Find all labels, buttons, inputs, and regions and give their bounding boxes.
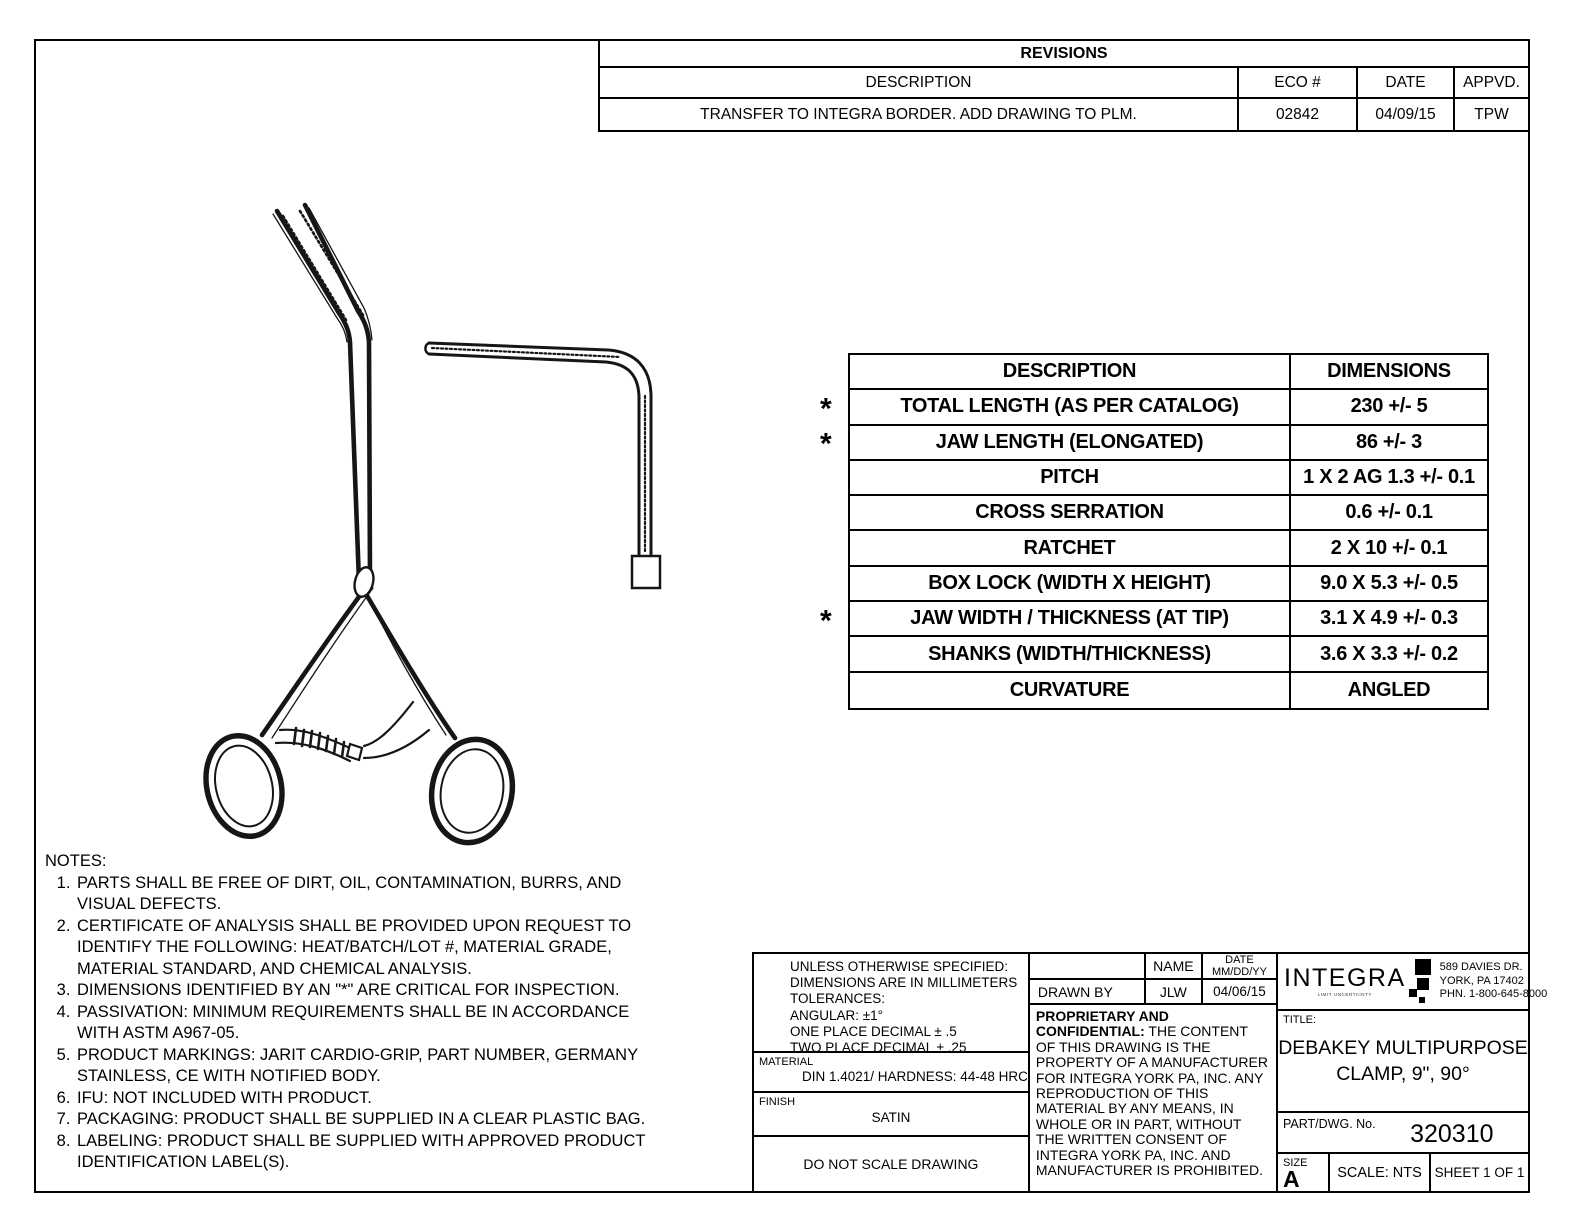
spec-dimension: 86 +/- 3 [1356,430,1422,453]
tolerance-line: DIMENSIONS ARE IN MILLIMETERS [790,975,1018,991]
material-value: DIN 1.4021/ HARDNESS: 44-48 HRC [802,1069,1028,1084]
table-row [850,567,1487,602]
proprietary-notice [1030,1005,1276,1191]
ratchet-catch [347,744,362,760]
list-item: 5. PRODUCT MARKINGS: JARIT CARDIO-GRIP, PART NUMBER, GERMANY STAINLESS, CE WITH NOTIFIED BODY. [75,1045,667,1088]
jaw-detail-end-cap [632,556,660,588]
integra-logo-text: INTEGRA [1284,964,1406,993]
sheet-cell: SHEET 1 OF 1 [1434,1165,1525,1180]
revisions-data-row [600,99,1528,130]
ratchet-fork-top [364,702,413,746]
notes-list [45,873,667,1174]
revisions-header-row [600,68,1528,99]
do-not-scale-note: DO NOT SCALE DRAWING [803,1156,979,1172]
clamp-member-right-ring-to-left-jaw [277,211,455,738]
table-row [820,390,1487,426]
spec-dimension: 3.1 X 4.9 +/- 0.3 [1320,607,1458,630]
tolerances-cell [754,954,1028,1056]
spec-dimension: 3.6 X 3.3 +/- 0.2 [1320,642,1458,665]
signoff-table [1030,954,1276,1005]
clamp-technical-drawing [180,190,680,850]
notes-section [45,851,667,1174]
spec-dimension: 2 X 10 +/- 0.1 [1330,536,1448,559]
spec-description: SHANKS (WIDTH/THICKNESS) [850,637,1291,670]
table-row [850,637,1487,672]
critical-dimension-asterisk: * [820,392,832,426]
size-label: SIZE [1283,1157,1308,1169]
spec-dimension: 0.6 +/- 0.1 [1345,501,1433,524]
table-row [850,673,1487,708]
tolerance-line: ONE PLACE DECIMAL ± .5 [790,1023,957,1039]
proprietary-body: THE CONTENT OF THIS DRAWING IS THE PROPERTY OF A MANUFACTURER FOR INTEGRA YORK PA, INC. ANY REPRODUCTION OF THIS MATERIAL BY ANY MEANS, IN WHOLE OR IN PART, WITHOUT THE WRITTEN CONSENT OF INTEGRA YORK PA, INC. AND MANUFACTURER IS PROHIBITED. [1035,1023,1268,1179]
ratchet-fork-bottom [364,730,429,758]
spec-description: CROSS SERRATION [850,496,1291,529]
material-cell [754,1053,1028,1093]
spec-description: TOTAL LENGTH (AS PER CATALOG) [850,390,1291,423]
jaw-detail-inner-edge [429,354,639,554]
list-item: 7. PACKAGING: PRODUCT SHALL BE SUPPLIED IN A CLEAR PLASTIC BAG. [75,1109,667,1131]
table-row [850,496,1487,531]
title-block [752,952,1548,1193]
signoff-date-header-line2: MM/DD/YY [1211,966,1267,978]
list-item: 6. IFU: NOT INCLUDED WITH PRODUCT. [75,1088,667,1110]
notes-heading: NOTES: [45,852,107,870]
signoff-header-row [1030,954,1276,980]
revisions-col-appvd: APPVD. [1463,73,1520,91]
integra-logo [1284,966,1406,997]
size-value: A [1283,1166,1300,1192]
signoff-drawn-by-row [1030,980,1276,1003]
revision-date: 04/09/15 [1358,99,1455,130]
left-jaw-outline-line [273,214,347,342]
drawn-by-label: DRAWN BY [1030,980,1146,1003]
left-finger-ring [196,728,292,845]
title-label: TITLE: [1283,1014,1317,1027]
spec-description: RATCHET [850,531,1291,564]
finish-label: FINISH [759,1096,796,1108]
spec-description: CURVATURE [850,673,1291,708]
signoff-name-header: NAME [1146,954,1203,978]
revisions-col-date: DATE [1358,68,1455,97]
tolerance-line: UNLESS OTHERWISE SPECIFIED: [790,959,1009,974]
tolerance-line: ANGULAR: ±1° [790,1007,884,1023]
revisions-col-eco: ECO # [1239,68,1358,97]
part-number-label: PART/DWG. No. [1283,1117,1376,1132]
drawing-title-line1: DEBAKEY MULTIPURPOSE [1278,1037,1528,1060]
company-cell [1278,954,1548,1011]
revision-eco-number: 02842 [1239,99,1358,130]
material-label: MATERIAL [759,1056,814,1068]
finish-value: SATIN [871,1110,911,1125]
tolerance-line: TWO PLACE DECIMAL ± .25 [790,1040,967,1056]
title-block-bottom-row [1278,1154,1528,1191]
revisions-col-description: DESCRIPTION [600,68,1239,97]
tolerance-line: TOLERANCES: [790,991,886,1007]
scale-cell: SCALE: NTS [1330,1154,1431,1191]
revision-approved-by: TPW [1474,105,1509,123]
box-lock [352,565,377,598]
finish-cell [754,1093,1028,1137]
spec-dimension: ANGLED [1347,678,1431,701]
spec-dimension: 230 +/- 5 [1350,395,1428,418]
signoff-blank-header [1030,954,1146,978]
spec-dimension: 9.0 X 5.3 +/- 0.5 [1320,571,1458,594]
proprietary-heading: PROPRIETARY AND CONFIDENTIAL: [1035,1008,1169,1040]
spec-description: JAW LENGTH (ELONGATED) [850,426,1291,459]
spec-description: BOX LOCK (WIDTH X HEIGHT) [850,567,1291,600]
left-shank-inner-line [272,588,373,738]
title-block-middle-column [1030,954,1278,1191]
critical-dimension-asterisk: * [820,604,832,638]
integra-logo-tagline: LIMIT UNCERTAINTY [1317,992,1373,998]
dimensions-table [820,353,1489,710]
drawn-by-date: 04/06/15 [1213,984,1266,999]
table-row [820,602,1487,638]
address-line: 589 DAVIES DR. [1439,961,1523,974]
ratchet-arm-top [280,730,352,749]
signoff-date-header-stack [1212,954,1267,978]
list-item: 4. PASSIVATION: MINIMUM REQUIREMENTS SHALL BE IN ACCORDANCE WITH ASTM A967-05. [75,1002,667,1045]
list-item: 2. CERTIFICATE OF ANALYSIS SHALL BE PROVIDED UPON REQUEST TO IDENTIFY THE FOLLOWING: HEAT/BATCH/LOT #, MATERIAL GRADE, MATERIAL STANDARD, AND CHEMICAL ANALYSIS. [75,916,667,981]
company-address [1440,961,1548,1002]
table-row [850,531,1487,566]
address-line: YORK, PA 17402 [1439,974,1524,987]
list-item: 8. LABELING: PRODUCT SHALL BE SUPPLIED WITH APPROVED PRODUCT IDENTIFICATION LABEL(S). [75,1131,667,1174]
dimensions-header-row [850,355,1487,390]
table-row [850,461,1487,496]
drawn-by-name: JLW [1146,980,1203,1003]
revisions-title: REVISIONS [600,41,1528,68]
signoff-date-header [1203,954,1276,978]
drawing-title-line2: CLAMP, 9", 90° [1336,1063,1470,1086]
integra-logomark-icon [1408,959,1434,1005]
drawing-title-cell [1278,1011,1528,1113]
dimensions-col-dimensions: DIMENSIONS [1327,360,1451,383]
spec-dimension: 1 X 2 AG 1.3 +/- 0.1 [1303,466,1475,489]
signoff-date-header-line1: DATE [1225,954,1254,966]
part-number-value: 320310 [1410,1120,1494,1149]
critical-dimension-asterisk: * [820,427,832,461]
revisions-table [598,39,1530,132]
title-block-right-column [1278,954,1548,1192]
table-row [820,426,1487,461]
jaw-detail-outer-edge [429,343,651,554]
title-block-left-column [754,954,1030,1191]
part-number-cell [1278,1113,1528,1154]
size-cell [1278,1154,1330,1191]
list-item: 3. DIMENSIONS IDENTIFIED BY AN "*" ARE CRITICAL FOR INSPECTION. [75,980,667,1002]
dimensions-col-description: DESCRIPTION [850,355,1291,388]
spec-description: JAW WIDTH / THICKNESS (AT TIP) [850,602,1291,635]
ratchet-teeth [294,728,344,757]
drawing-title [1278,1035,1528,1087]
revision-description: TRANSFER TO INTEGRA BORDER. ADD DRAWING TO PLM. [600,99,1239,130]
spec-description: PITCH [850,461,1291,494]
ratchet-arm-bottom [276,743,350,761]
jaw-detail-tip-cap [425,343,429,354]
address-line: PHN. 1-800-645-8000 [1439,988,1548,1001]
list-item: 1. PARTS SHALL BE FREE OF DIRT, OIL, CONTAMINATION, BURRS, AND VISUAL DEFECTS. [75,873,667,916]
